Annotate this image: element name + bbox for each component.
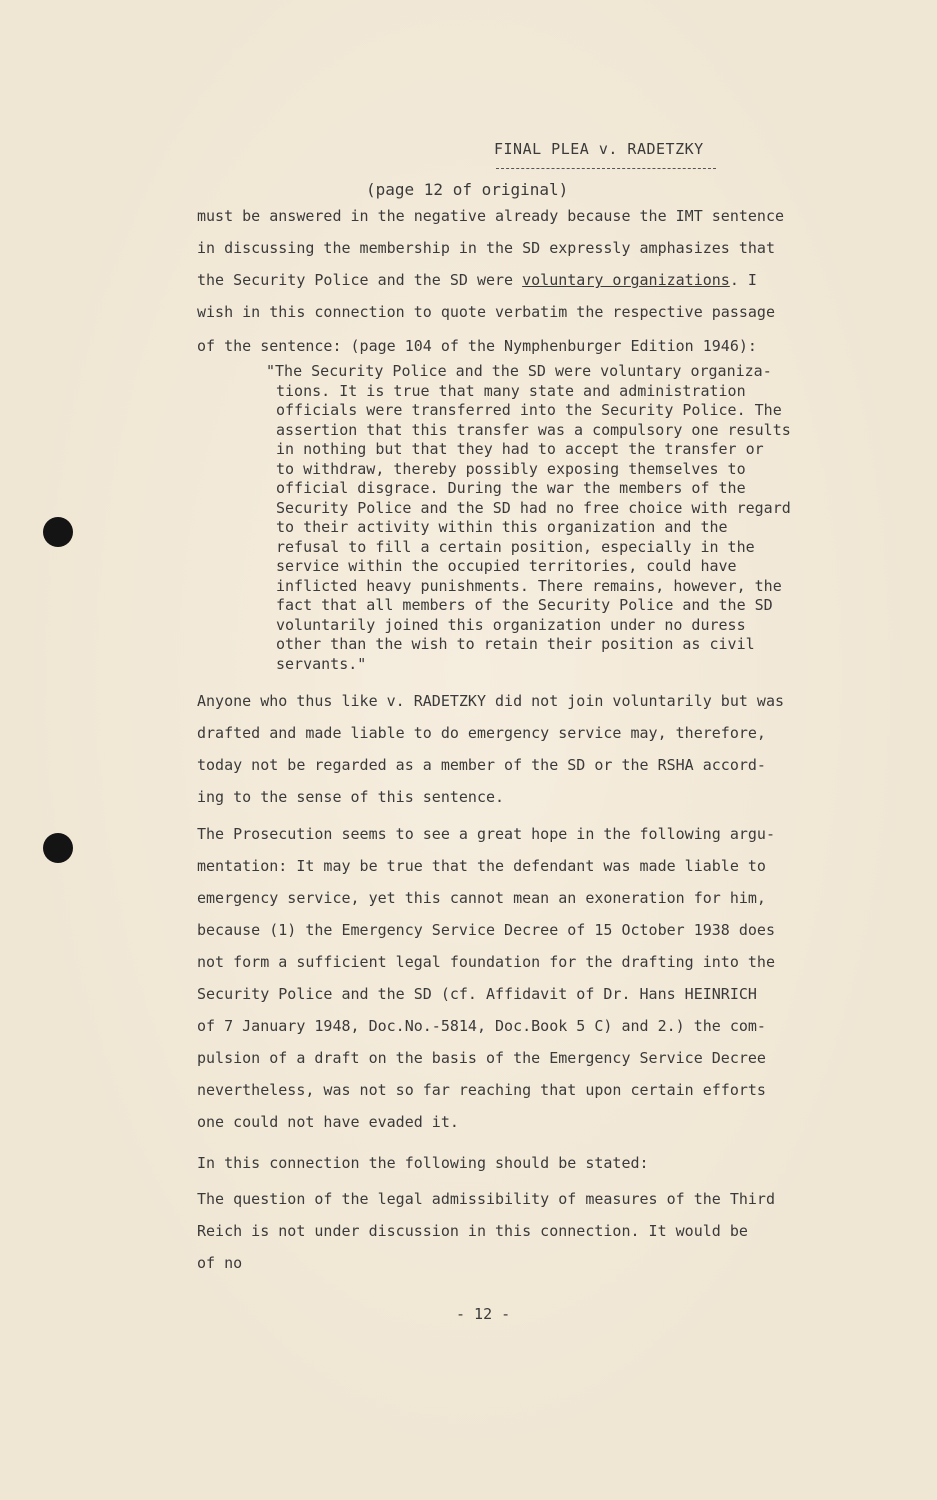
punch-hole-lower	[43, 833, 73, 863]
text-line: must be answered in the negative already because the IMT sentence	[197, 207, 784, 225]
paragraph-legal-admissibility	[197, 1183, 837, 1279]
text-line	[197, 264, 837, 296]
page-number: - 12 -	[456, 1305, 511, 1323]
quote-line: Security Police and the SD had no free choice with regard	[276, 498, 791, 517]
text-fragment: . I	[729, 271, 757, 289]
text-line: In this connection the following should be stated:	[197, 1154, 649, 1172]
text-line: not form a sufficient legal foundation for the drafting into the	[197, 953, 775, 971]
text-line: in discussing the membership in the SD expressly amphasizes that	[197, 239, 775, 257]
quote-line: officials were transferred into the Security Police. The	[276, 401, 782, 419]
quote-line: refusal to fill a certain position, especially in the	[276, 537, 755, 556]
text-line: one could not have evaded it.	[197, 1113, 459, 1131]
quote-line: inflicted heavy punishments. There remains, however, the	[276, 576, 782, 595]
text-line: of the sentence: (page 104 of the Nymphenburger Edition 1946):	[197, 337, 757, 355]
text-line: Anyone who thus like v. RADETZKY did not join voluntarily but was	[197, 692, 784, 710]
text-line: today not be regarded as a member of the SD or the RSHA accord-	[197, 756, 766, 774]
quote-line: other than the wish to retain their position as civil	[276, 635, 755, 653]
text-line: Security Police and the SD (cf. Affidavit of Dr. Hans HEINRICH	[197, 985, 757, 1003]
text-line: pulsion of a draft on the basis of the Emergency Service Decree	[197, 1049, 766, 1067]
text-line: wish in this connection to quote verbatim the respective passage	[197, 303, 775, 321]
quote-line: servants."	[276, 654, 367, 673]
document-title: FINAL PLEA v. RADETZKY	[494, 140, 704, 158]
paragraph-prosecution	[197, 818, 837, 1138]
text-line: The question of the legal admissibility of measures of the Third	[197, 1190, 775, 1208]
quote-line: official disgrace. During the war the members of the	[276, 479, 746, 497]
quote-line: fact that all members of the Security Police and the SD	[276, 596, 773, 614]
title-underline	[496, 168, 716, 169]
page-reference: (page 12 of original)	[366, 180, 569, 199]
underlined-phrase: voluntary organizations	[522, 271, 730, 289]
paragraph-connection	[197, 1147, 837, 1179]
text-line: nevertheless, was not so far reaching that upon certain efforts	[197, 1081, 766, 1099]
quote-line: to their activity within this organization and the	[276, 518, 728, 536]
text-line: of 7 January 1948, Doc.No.-5814, Doc.Book 5 C) and 2.) the com-	[197, 1017, 766, 1035]
text-line: because (1) the Emergency Service Decree of 15 October 1938 does	[197, 921, 775, 939]
text-line: emergency service, yet this cannot mean an exoneration for him,	[197, 889, 766, 907]
paragraph-radetzky	[197, 685, 837, 813]
text-line: Reich is not under discussion in this connection. It would be	[197, 1222, 748, 1240]
quote-line: "The Security Police and the SD were voluntary organiza-	[266, 362, 772, 380]
quote-line: assertion that this transfer was a compulsory one results	[276, 420, 791, 439]
text-fragment: the Security Police and the SD were	[197, 271, 523, 289]
quote-line: tions. It is true that many state and administration	[276, 381, 746, 400]
text-line: mentation: It may be true that the defendant was made liable to	[197, 857, 766, 875]
quote-line: service within the occupied territories, could have	[276, 557, 737, 575]
block-quote	[266, 362, 836, 674]
quote-line: voluntarily joined this organization under no duress	[276, 615, 746, 634]
text-line: The Prosecution seems to see a great hope in the following argu-	[197, 825, 775, 843]
text-line: drafted and made liable to do emergency service may, therefore,	[197, 724, 766, 742]
text-line: of no	[197, 1254, 243, 1272]
punch-hole-upper	[43, 517, 73, 547]
text-line: ing to the sense of this sentence.	[197, 788, 505, 806]
quote-line: in nothing but that they had to accept the transfer or	[276, 440, 764, 458]
quote-line: to withdraw, thereby possibly exposing themselves to	[276, 459, 746, 478]
paragraph-imt-sentence	[197, 200, 837, 362]
